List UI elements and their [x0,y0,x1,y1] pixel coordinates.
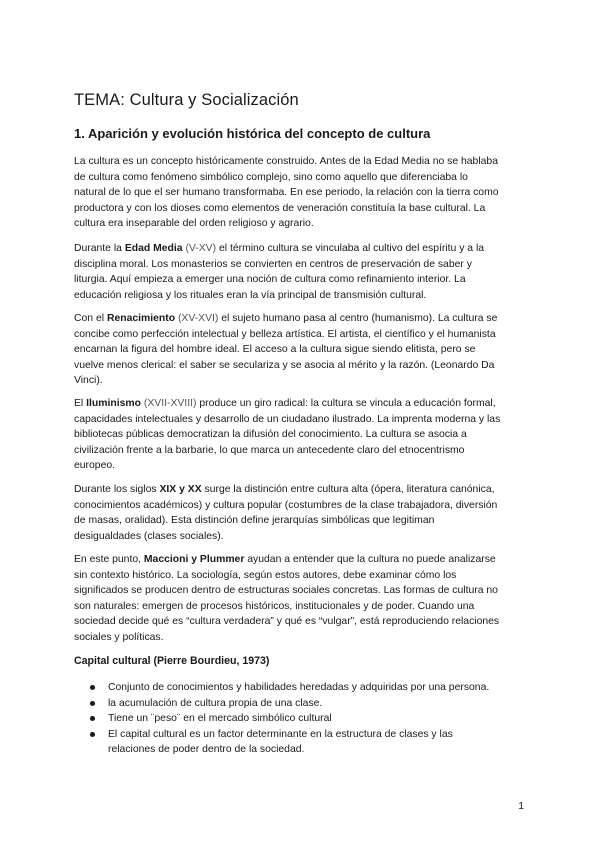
document-title: TEMA: Cultura y Socialización [74,91,299,109]
text-line: disciplina moral. Los monasterios se convierten en centros de preservación de saber y [74,258,472,270]
bullet-icon [90,701,95,706]
text-line: educación religiosa y los rituales eran la vía principal de transmisión cultural. [74,289,427,301]
text-line: concibe como perfección intelectual y belleza artística. El artista, el científico y el humanista [74,328,496,340]
bold-term: Iluminismo [86,398,141,409]
bold-term: Edad Media [124,243,183,254]
section-heading: 1. Aparición y evolución histórica del concepto de cultura [74,126,431,141]
text-line: de masas, oralidad). Esta distinción define jerarquías simbólicas que legitiman [74,515,435,527]
text-line: capacidades intelectuales y desarrollo de un ciudadano ilustrado. La imprenta moderna y las [74,413,501,425]
paragraph-maccioni [74,552,526,646]
text-line: Con el Renacimiento (XV-XVI) el sujeto humano pasa al centro (humanismo). La cultura se [74,313,498,324]
bullet-icon [90,732,95,737]
bullet-list [74,680,526,758]
list-item: El capital cultural es un factor determinante en la estructura de clases y las relaciones de poder dentro de la sociedad. [74,727,526,758]
text-line: La cultura es un concepto históricamente construido. Antes de la Edad Media no se hablaba [74,156,498,167]
text-line: natural de lo que el ser humano transformaba. En ese periodo, la relación con la tierra como [74,187,499,199]
text-line: bibliotecas públicas democratizan la difusión del conocimiento. La cultura se asocia a [74,429,467,441]
text-line: productora y con los dioses como elementos de veneración constituía la base cultural. La [74,202,486,214]
bullet-icon [90,716,95,721]
list-item: Tiene un ¨peso¨ en el mercado simbólico cultural [74,711,526,727]
text-line: sociedad decide qué es “cultura verdadera” y qué es “vulgar”, está reproduciendo relaciones [74,616,500,628]
text-line: civilización frente a la barbarie, lo que marca un antecedente claro del etnocentrismo [74,444,465,456]
text-line: sin contexto histórico. La sociología, según estos autores, debe examinar cómo los [74,569,457,581]
text-line: Durante la Edad Media (V-XV) el término cultura se vinculaba al cultivo del espíritu y a la [74,243,485,254]
page-number: 1 [518,801,524,812]
text-line: Vinci). [74,375,103,387]
text-line: significados se producen dentro de estructuras sociales concretas. Las formas de cultura no [74,585,498,597]
text-line: En este punto, Maccioni y Plummer ayudan a entender que la cultura no puede analizarse [74,554,496,565]
paragraph-edad-media [74,241,526,303]
text-line: son naturales: emergen de procesos históricos, institucionales y de poder. Cuando una [74,600,475,612]
bold-term: Renacimiento [106,313,176,324]
text-line: sociales y políticas. [74,631,164,643]
text-line: Durante los siglos XIX y XX surge la distinción entre cultura alta (ópera, literatura canónica, [74,484,495,495]
paragraph-iluminismo [74,396,526,474]
text-line: conocimientos académicos) y cultura popular (costumbres de la clase trabajadora, diversión [74,499,498,511]
subheading: Capital cultural (Pierre Bourdieu, 1973) [74,655,270,667]
text-line: vuelve menos clerical: el saber se seculariza y se asocia al mérito y la razón. (Leonardo Da [74,359,495,371]
text-line: cultura era inseparable del orden religioso y agrario. [74,218,314,230]
list-item: Conjunto de conocimientos y habilidades heredadas y adquiridas por una persona. [74,680,526,696]
text-line: de cultura como fenómeno simbólico complejo, sino como aquello que diferenciaba lo [74,171,468,183]
text-line: desigualdades (clases sociales). [74,530,224,542]
bold-term: XIX y XX [159,484,202,495]
paragraph-intro [74,154,526,232]
paragraph-siglos [74,482,526,544]
bullet-icon [90,685,95,690]
text-line: El Iluminismo (XVII-XVIII) produce un giro radical: la cultura se vincula a educación formal, [74,398,496,409]
bold-term: Maccioni y Plummer [143,554,245,565]
paragraph-renacimiento [74,311,526,389]
text-line: europeo. [74,460,116,472]
list-item: la acumulación de cultura propia de una clase. [74,696,526,712]
text-line: liturgia. Aquí empieza a emerger una noción de cultura como refinamiento interior. La [74,274,466,286]
text-line: encarnan la figura del hombre ideal. El acceso a la cultura sigue siendo elitista, pero se [74,344,476,356]
